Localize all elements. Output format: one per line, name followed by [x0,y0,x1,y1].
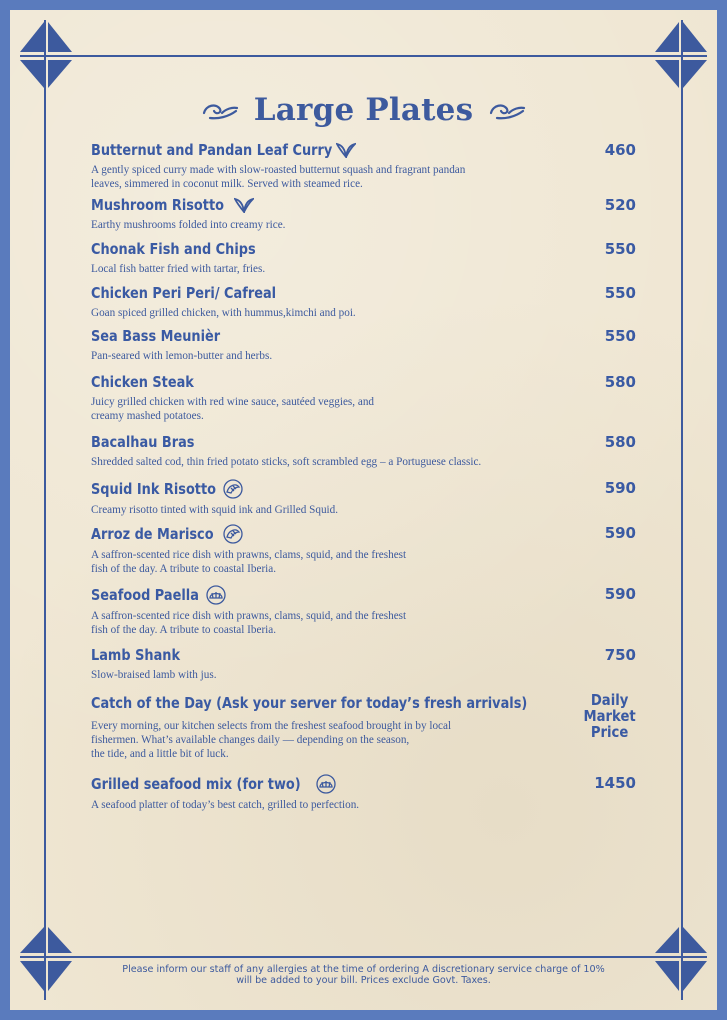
title-row [0,92,727,128]
dish-description: Slow-braised lamb with jus. [91,669,217,681]
footer-line: will be added to your bill. Prices exclude Govt. Taxes. [236,975,491,986]
menu-item [91,524,636,576]
page-title: Large Plates [253,92,474,128]
veg-leaf-icon [234,197,254,213]
menu-item [91,479,636,517]
menu-item [91,433,636,469]
menu-item [91,646,636,682]
menu-item [91,327,636,363]
menu-item [91,774,636,812]
shrimp-icon [222,479,244,499]
menu-item [91,585,636,637]
dish-name: Catch of the Day (Ask your server for today’s fresh arrivals) [91,694,528,712]
footer-note [80,964,647,986]
dish-name: Arroz de Marisco [91,525,214,543]
dish-price: 580 [604,433,636,451]
dish-name: Mushroom Risotto [91,196,225,214]
frame-right-line [681,20,683,1000]
dish-name: Bacalhau Bras [91,433,195,451]
frame-left-line [44,20,46,1000]
wave-swirl-icon [487,99,527,121]
menu-item [91,240,636,276]
corner-ornament-bottom-left [10,925,80,995]
dish-name: Chicken Peri Peri/ Cafreal [91,284,277,302]
menu-item [91,691,636,761]
dish-description: Goan spiced grilled chicken, with hummus,kimchi and poi. [91,307,356,319]
frame-top-line [20,55,707,57]
dish-price: Daily Market Price [583,691,636,741]
dish-price: 520 [604,196,636,214]
footer-line: Please inform our staff of any allergies at the time of ordering A discretionary service charge of 10% [122,964,605,975]
veg-leaf-icon [336,142,356,158]
dish-price: 550 [604,240,636,258]
dish-price: 590 [604,585,636,603]
dish-price: 590 [604,479,636,497]
dish-name: Seafood Paella [91,586,199,604]
corner-ornament-top-right [647,20,717,90]
dish-description: Every morning, our kitchen selects from the freshest seafood brought in by local fishermen. What’s available changes daily — depending on the season, the tide, and a little bit of luck. [91,720,452,760]
frame-bottom-line [20,956,707,958]
dish-name: Grilled seafood mix (for two) [91,775,301,793]
menu-item [91,196,636,232]
dish-description: Earthy mushrooms folded into creamy rice. [91,219,286,231]
dish-price: 550 [604,284,636,302]
dish-description: Juicy grilled chicken with red wine sauce, sautéed veggies, and creamy mashed potatoes. [91,396,375,422]
dish-price: 460 [604,141,636,159]
dish-name: Butternut and Pandan Leaf Curry [91,141,333,159]
dish-name: Squid Ink Risotto [91,480,217,498]
corner-ornament-top-left [10,20,80,90]
dish-price: 580 [604,373,636,391]
corner-ornament-bottom-right [647,925,717,995]
menu-item [91,141,636,191]
shell-icon [315,774,337,794]
dish-price: 590 [604,524,636,542]
dish-price: 1450 [594,774,636,792]
shell-icon [205,585,227,605]
dish-description: Shredded salted cod, thin fried potato sticks, soft scrambled egg – a Portuguese classic. [91,456,482,468]
dish-description: A saffron-scented rice dish with prawns, clams, squid, and the freshest fish of the day. A tribute to coastal Iberia. [91,610,407,636]
wave-swirl-icon [200,99,240,121]
dish-name: Lamb Shank [91,646,181,664]
shrimp-icon [222,524,244,544]
dish-description: A seafood platter of today’s best catch, grilled to perfection. [91,799,360,811]
dish-description: A saffron-scented rice dish with prawns, clams, squid, and the freshest fish of the day. A tribute to coastal Iberia. [91,549,407,575]
dish-price: 550 [604,327,636,345]
dish-description: Creamy risotto tinted with squid ink and Grilled Squid. [91,504,339,516]
dish-description: Pan-seared with lemon-butter and herbs. [91,350,273,362]
dish-name: Chonak Fish and Chips [91,240,256,258]
dish-description: A gently spiced curry made with slow-roasted butternut squash and fragrant pandan leaves, simmered in coconut milk. Served with steamed rice. [91,164,466,190]
menu-item [91,284,636,320]
dish-name: Chicken Steak [91,373,194,391]
dish-description: Local fish batter fried with tartar, fries. [91,263,266,275]
dish-name: Sea Bass Meunièr [91,327,221,345]
dish-price: 750 [604,646,636,664]
menu-item [91,373,636,423]
